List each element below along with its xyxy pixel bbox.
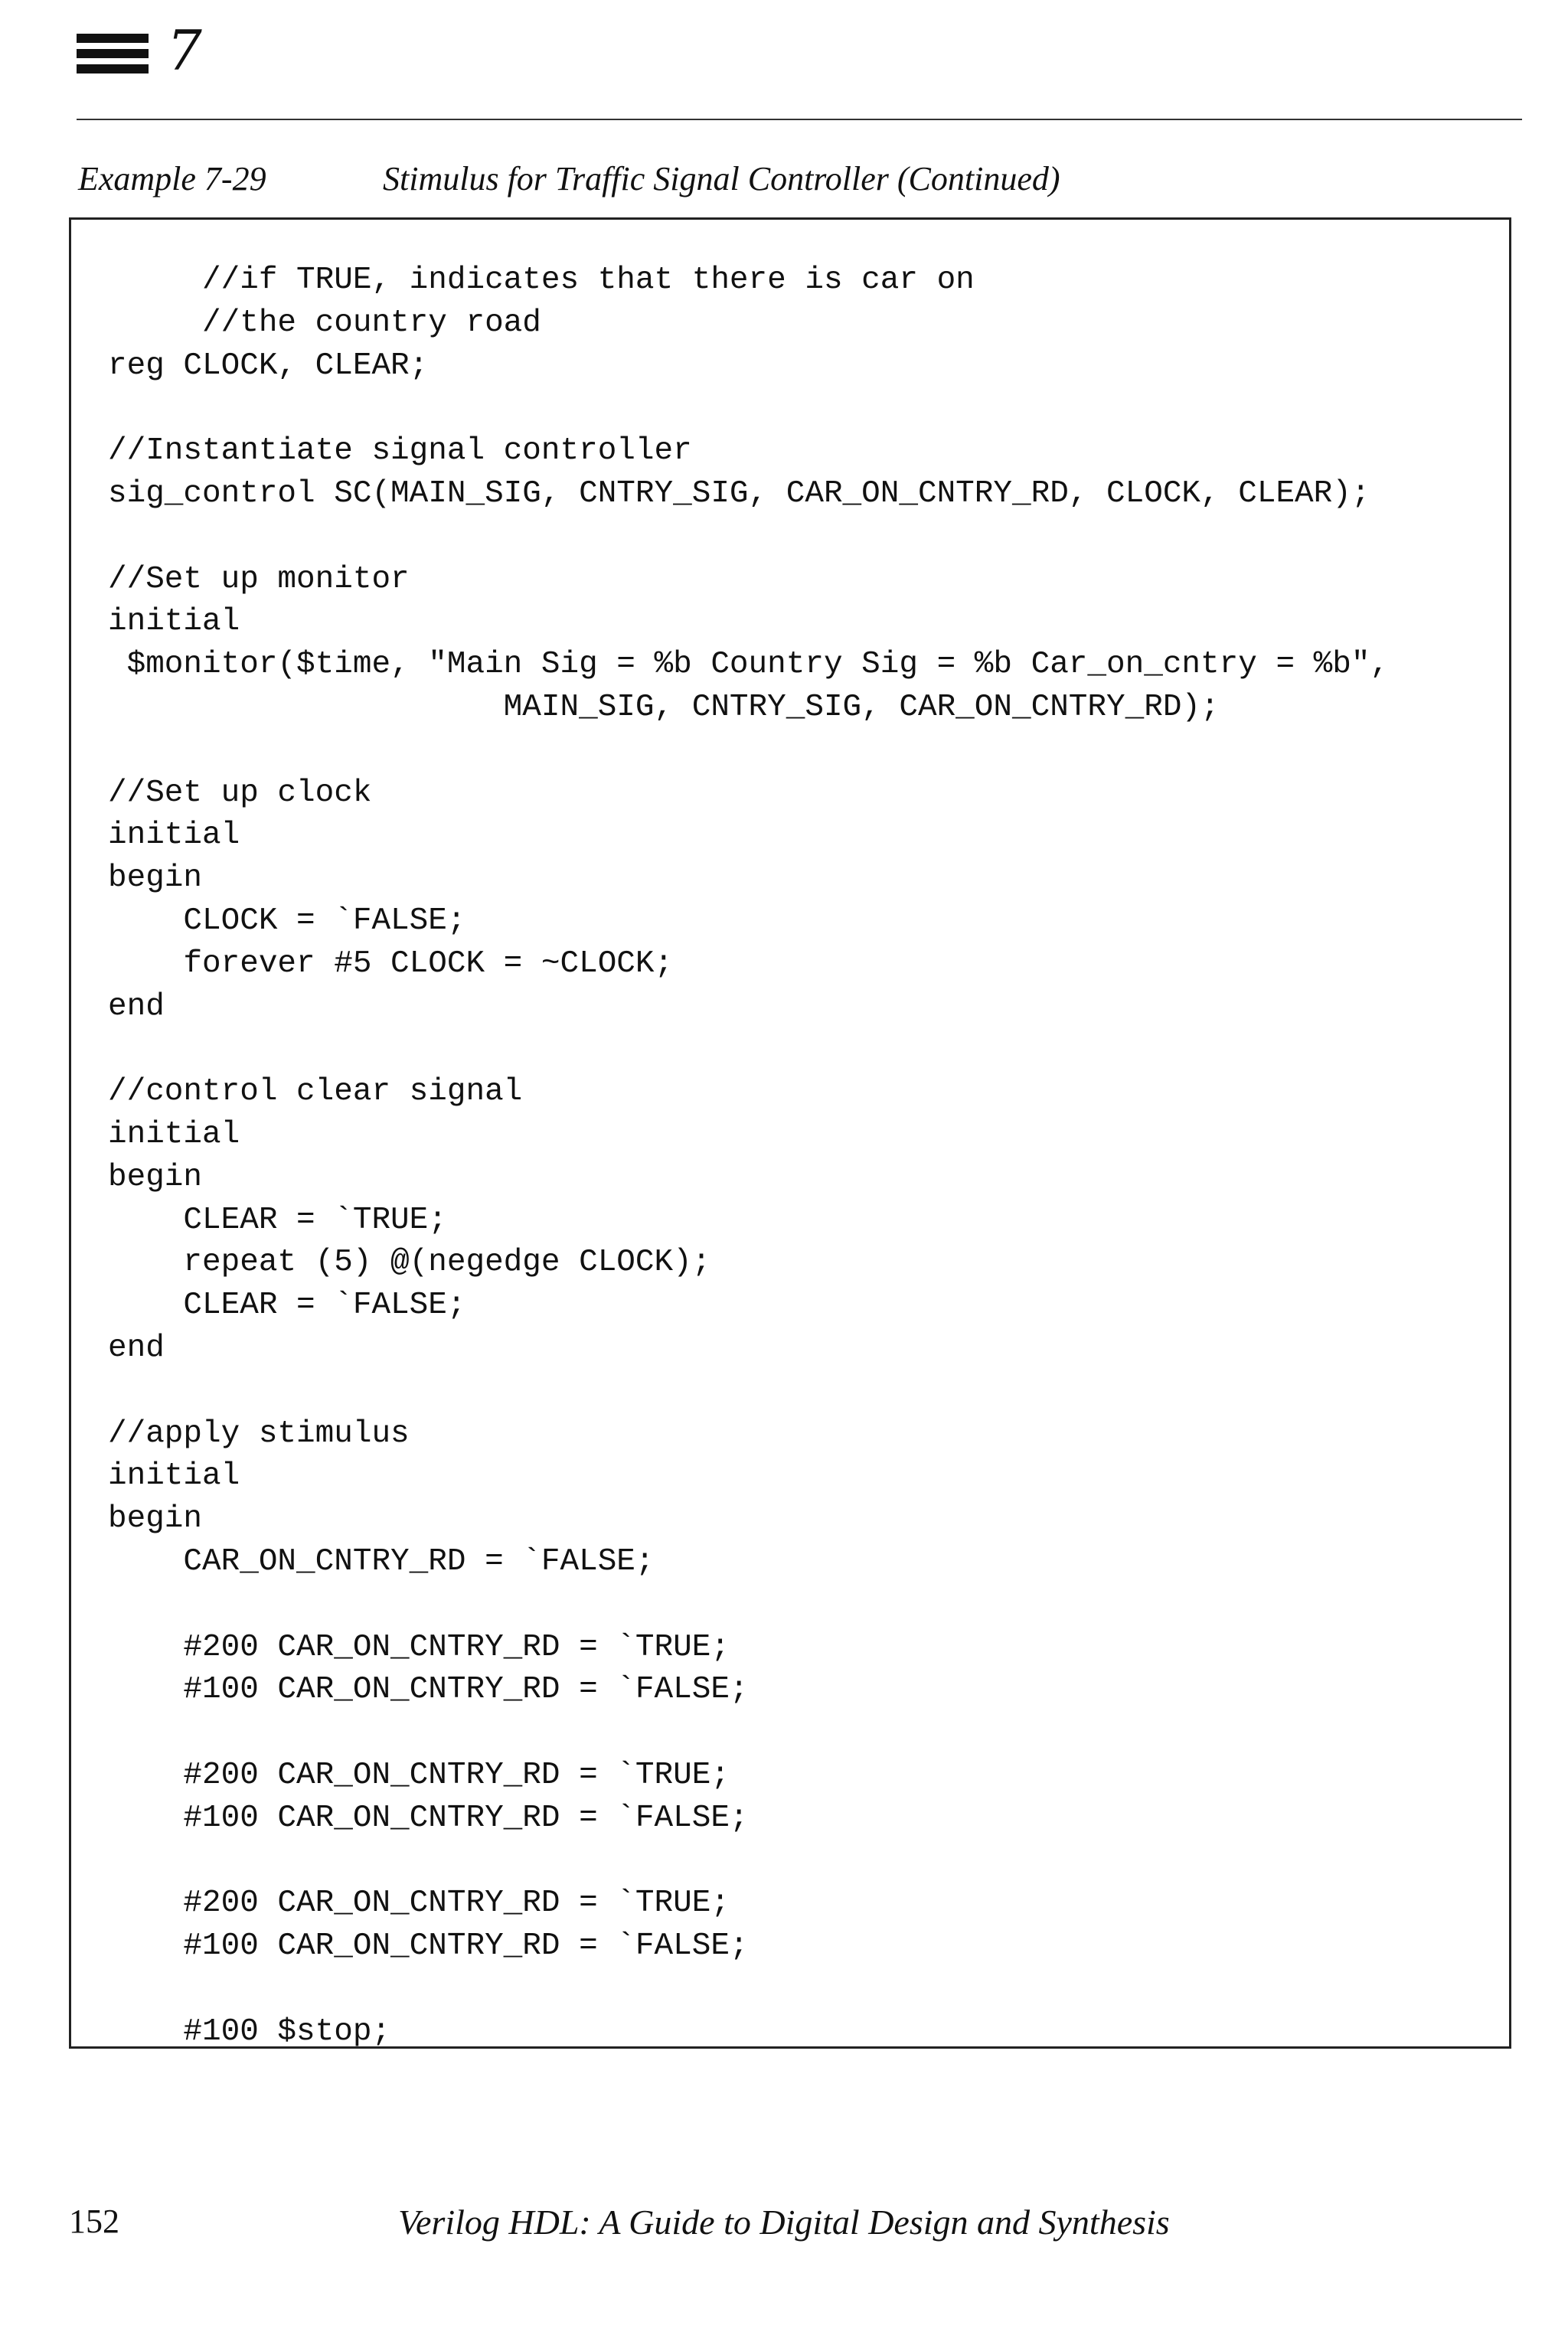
code-line: //if TRUE, indicates that there is car on: [108, 263, 975, 298]
code-line: initial: [108, 604, 240, 640]
code-line: CLEAR = `FALSE;: [108, 1288, 466, 1324]
code-line: //apply stimulus: [108, 1416, 410, 1452]
code-line: CAR_ON_CNTRY_RD = `FALSE;: [108, 1543, 655, 1579]
chapter-marker: [77, 18, 202, 106]
code-line: [108, 730, 1389, 772]
code-line: sig_control SC(MAIN_SIG, CNTRY_SIG, CAR_ON_CNTRY_RD, CLOCK, CLEAR);: [108, 475, 1370, 511]
code-line: reg CLOCK, CLEAR;: [108, 348, 429, 384]
code-line: #100 CAR_ON_CNTRY_RD = `FALSE;: [108, 1672, 749, 1708]
code-line: #200 CAR_ON_CNTRY_RD = `TRUE;: [108, 1629, 730, 1665]
code-line: begin: [108, 861, 203, 896]
code-listing-box: [69, 217, 1511, 2049]
code-line: [108, 516, 1389, 559]
code-line: [108, 387, 1389, 430]
code-line: MAIN_SIG, CNTRY_SIG, CAR_ON_CNTRY_RD);: [108, 689, 1220, 725]
book-title: Verilog HDL: A Guide to Digital Design and Synthesis: [398, 2203, 1170, 2242]
code-line: //Instantiate signal controller: [108, 433, 692, 469]
code-line: initial: [108, 1458, 240, 1494]
code-line: [108, 1370, 1389, 1413]
code-line: [108, 1712, 1389, 1755]
code-line: end: [108, 988, 165, 1024]
code-line: //the country road: [108, 305, 541, 341]
code-line: [108, 1028, 1389, 1071]
code-line: #100 CAR_ON_CNTRY_RD = `FALSE;: [108, 1928, 749, 1964]
code-line: [108, 1968, 1389, 2011]
code-line: [108, 1584, 1389, 1627]
page-number: 152: [69, 2203, 119, 2240]
code-line: //Set up clock: [108, 775, 372, 811]
code-line: [108, 1840, 1389, 1883]
example-label: Example 7-29: [78, 160, 266, 198]
code-line: begin: [108, 1501, 203, 1537]
code-line: CLEAR = `TRUE;: [108, 1202, 447, 1238]
code-line: forever #5 CLOCK = ~CLOCK;: [108, 945, 674, 981]
header-rule: [77, 119, 1522, 120]
code-line: $monitor($time, "Main Sig = %b Country Sig = %b Car_on_cntry = %b",: [108, 647, 1390, 683]
code-line: #100 $stop;: [108, 2013, 391, 2049]
code-line: repeat (5) @(negedge CLOCK);: [108, 1245, 711, 1281]
code-line: initial: [108, 1116, 240, 1152]
code-line: CLOCK = `FALSE;: [108, 903, 466, 939]
chapter-number: 7: [167, 18, 202, 83]
code-line: initial: [108, 818, 240, 854]
code-line: #200 CAR_ON_CNTRY_RD = `TRUE;: [108, 1886, 730, 1922]
code-line: //Set up monitor: [108, 561, 410, 597]
chapter-bars-icon: [77, 34, 149, 80]
code-line: end: [108, 1330, 165, 1366]
example-title: Stimulus for Traffic Signal Controller (Continued): [383, 160, 1060, 198]
code-line: //control clear signal: [108, 1074, 523, 1110]
code-line: #100 CAR_ON_CNTRY_RD = `FALSE;: [108, 1800, 749, 1836]
code-listing: [108, 260, 1389, 2053]
code-line: begin: [108, 1159, 203, 1195]
code-line: #200 CAR_ON_CNTRY_RD = `TRUE;: [108, 1757, 730, 1793]
